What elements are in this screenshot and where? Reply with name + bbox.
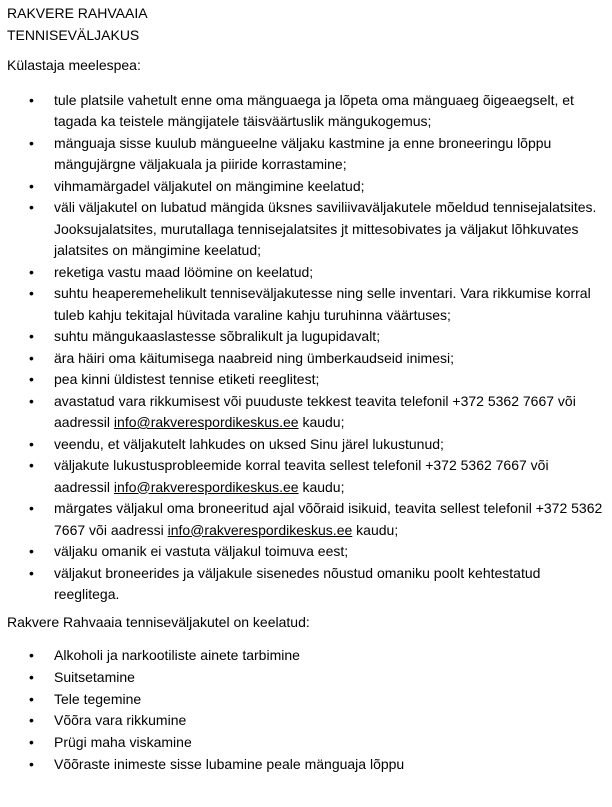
rule-item	[7, 563, 612, 606]
rule-item	[7, 326, 612, 348]
rule-text: pea kinni üldistest tennise etiketi reeglitest;	[54, 371, 320, 387]
email-link[interactable]: info@rakverespordikeskus.ee	[113, 414, 299, 430]
forbidden-item	[7, 732, 612, 754]
rule-text: tule platsile vahetult enne oma mänguaega ja lõpeta oma mänguaeg õigeaegselt, et tagada ka teistele mängijatele täisväärtuslik mängukogemus;	[54, 91, 574, 129]
forbidden-text: Suitsetamine	[54, 668, 135, 685]
forbidden-text: Tele tegemine	[54, 690, 142, 707]
rule-text: avastatud vara rikkumisest või puuduste tekkest teavita telefonil +372 5362 7667 või aadressil	[54, 392, 576, 430]
bullet-icon: •	[29, 500, 34, 516]
bullet-icon: •	[29, 668, 34, 685]
rule-item	[7, 262, 612, 284]
rule-text: väli väljakutel on lubatud mängida üksnes saviliivaväljakutele mõeldud tennisejalatsites.	[54, 199, 597, 215]
rule-item	[7, 133, 612, 176]
bullet-icon: •	[29, 564, 34, 581]
rule-text: väljakute lukustusprobleemide korral teavita sellest telefonil +372 5362 7667 või aadressil	[54, 457, 549, 495]
rule-item	[7, 283, 612, 326]
rule-text: reketiga vastu maad löömine on keelatud;	[54, 263, 314, 280]
bullet-icon: •	[29, 177, 34, 194]
bullet-icon: •	[29, 134, 34, 151]
forbidden-item	[7, 645, 612, 667]
rule-item	[7, 176, 612, 198]
rule-text: kaudu;	[298, 414, 345, 430]
rule-text: märgates väljakul oma broneeritud ajal võõraid isikuid, teavita sellest telefonil +372 5362 7667 või aadressi	[54, 500, 603, 538]
rule-item	[7, 498, 612, 541]
bullet-icon: •	[29, 263, 34, 280]
rule-item	[7, 369, 612, 391]
forbidden-item	[7, 689, 612, 711]
bullet-icon: •	[29, 349, 34, 366]
bullet-icon: •	[29, 543, 34, 559]
rule-text: mänguaja sisse kuulub mängueelne väljaku kastmine ja enne broneeringu lõppu mängujärgne väljakuala ja piiride korrastamine;	[54, 134, 552, 172]
rule-text: suhtu heaperemehelikult tenniseväljakutesse ning selle inventari. Vara rikkumise korral tuleb kahju tekitajal hüvitada varaline kahju turuhinna väärtuses;	[54, 285, 591, 323]
forbidden-text: Prügi maha viskamine	[54, 734, 192, 751]
rule-item	[7, 348, 612, 370]
rule-text: suhtu mängukaaslastesse sõbralikult ja lugupidavalt;	[54, 328, 381, 344]
rule-item	[7, 541, 612, 563]
forbidden-item	[7, 710, 612, 732]
bullet-icon: •	[29, 734, 34, 751]
forbidden-item	[7, 667, 612, 689]
rule-item	[7, 455, 612, 498]
bullet-icon: •	[29, 712, 34, 729]
rules-list	[7, 90, 612, 606]
rule-text: kaudu;	[352, 521, 399, 538]
rule-extra-text: Jooksujalatsites, murutallaga tennisejalatsites jt mittesobivates ja väljakut lõhkuvates jalatsites on mängimine keelatud;	[54, 220, 579, 258]
bullet-icon: •	[29, 392, 34, 409]
forbidden-heading: Rakvere Rahvaaia tenniseväljakutel on keelatud:	[7, 613, 310, 630]
rule-item	[7, 90, 612, 133]
bullet-icon: •	[29, 328, 34, 344]
bullet-icon: •	[29, 647, 34, 663]
rule-text: vihmamärgadel väljakutel on mängimine keelatud;	[54, 177, 365, 194]
forbidden-text: Võõraste inimeste sisse lubamine peale mänguaja lõppu	[54, 755, 405, 772]
forbidden-text: Alkoholi ja narkootiliste ainete tarbimine	[54, 647, 300, 663]
intro-heading: Külastaja meelespea:	[7, 57, 141, 73]
bullet-icon: •	[29, 435, 34, 452]
rule-item	[7, 197, 612, 262]
rule-item	[7, 391, 612, 434]
rule-text: kaudu;	[298, 478, 345, 495]
forbidden-item	[7, 754, 612, 776]
rule-text: väljakut broneerides ja väljakule sisenedes nõustud omaniku poolt kehtestatud reeglitega.	[54, 564, 541, 602]
header-line-2: TENNISEVÄLJAKUS	[7, 26, 140, 43]
forbidden-list	[7, 645, 612, 776]
rule-text: väljaku omanik ei vastuta väljakul toimuva eest;	[54, 543, 349, 559]
rule-item	[7, 434, 612, 456]
bullet-icon: •	[29, 371, 34, 387]
bullet-icon: •	[29, 285, 34, 301]
bullet-icon: •	[29, 457, 34, 473]
header-line-1: RAKVERE RAHVAAIA	[7, 5, 148, 21]
email-link[interactable]: info@rakverespordikeskus.ee	[167, 521, 353, 538]
rule-text: veendu, et väljakutelt lahkudes on uksed Sinu järel lukustunud;	[54, 435, 444, 452]
forbidden-text: Võõra vara rikkumine	[54, 712, 187, 729]
bullet-icon: •	[29, 755, 34, 772]
bullet-icon: •	[29, 91, 34, 108]
bullet-icon: •	[29, 690, 34, 707]
email-link[interactable]: info@rakverespordikeskus.ee	[113, 478, 299, 495]
rule-text: ära häiri oma käitumisega naabreid ning ümberkaudseid inimesi;	[54, 349, 454, 366]
bullet-icon: •	[29, 199, 34, 215]
